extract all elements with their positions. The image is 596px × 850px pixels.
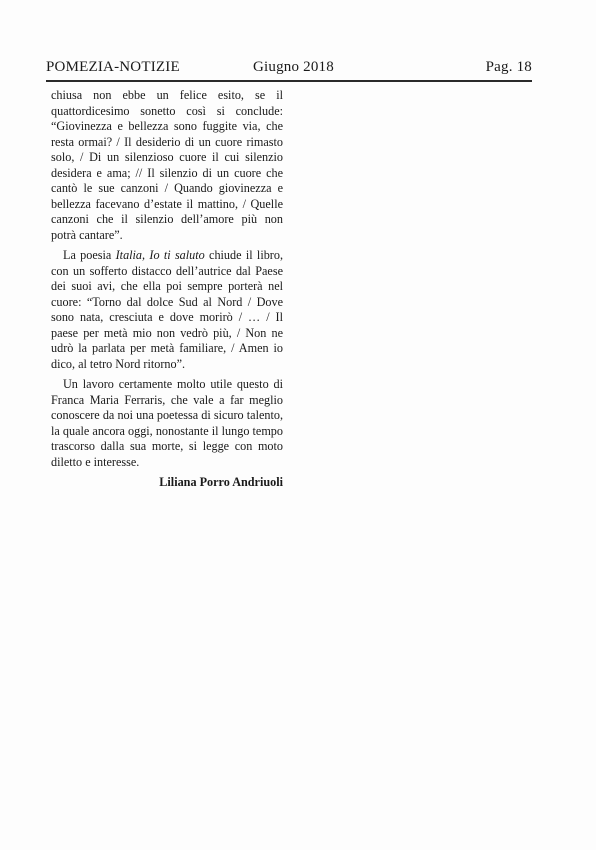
poem-title: Italia, Io ti saluto — [115, 248, 205, 262]
article-paragraph-2 — [51, 248, 283, 372]
page-header — [46, 57, 532, 79]
paragraph-2-lead: La poesia — [63, 248, 116, 262]
author-signature: Liliana Porro Andriuoli — [159, 475, 283, 489]
issue-date: Giugno 2018 — [253, 59, 334, 75]
header-divider — [46, 80, 532, 82]
article-paragraph-1: chiusa non ebbe un felice esito, se il quattordicesimo sonetto così si conclude: “Giovinezza e bellezza sono fuggite via, che resta ormai? / Il desiderio di un cuore rimasto solo, / Di un silenzioso cuore il cui silenzio desidera e ama; // Il silenzio di un cuore che cantò le sue canzoni / Quando giovinezza e bellezza facevano d’estate il mattino, / Quelle canzoni che il silenzio dell’amore più non potrà cantare”. — [51, 88, 283, 242]
publication-name: POMEZIA-NOTIZIE — [46, 59, 180, 75]
page-number: Pag. 18 — [485, 59, 532, 75]
paragraph-2-rest: chiude il libro, con un sofferto distacco dell’autrice dal Paese dei suoi avi, che ella poi sempre porterà nel cuore: “Torno dal dolce Sud al Nord / Dove sono nata, cresciuta e dove morirò / … / Il paese per metà mio non vedrò più, / Non ne udrò la parlata per metà familiare, / Amen io dico, al tetro Nord ritorno”. — [51, 248, 283, 371]
article-paragraph-3: Un lavoro certamente molto utile questo di Franca Maria Ferraris, che vale a far meglio conoscere da noi una poetessa di sicuro talento, la quale ancora oggi, nonostante il lungo tempo trascorso dalla sua morte, si legge con moto diletto e interesse. — [51, 377, 283, 469]
article-column — [51, 88, 283, 491]
